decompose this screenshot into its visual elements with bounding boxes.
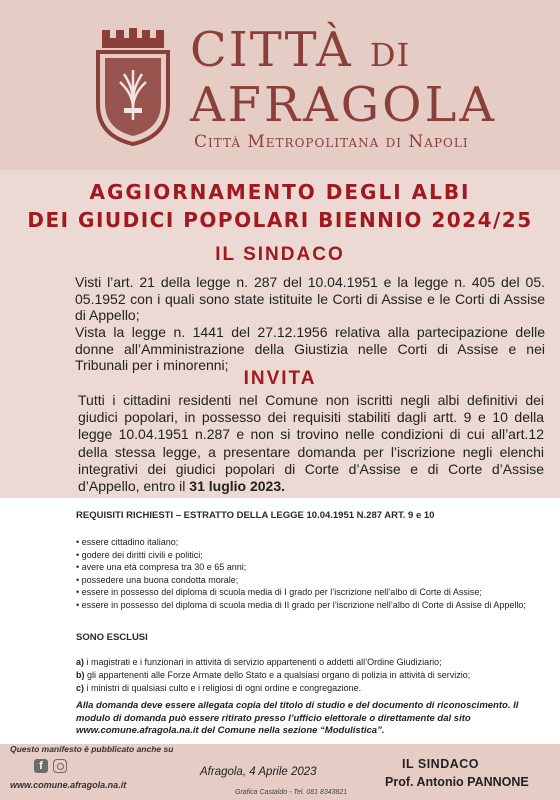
paragraph-visti: Visti l’art. 21 della legge n. 287 del 10.04.1951 e la legge n. 405 del 05. 05.1952 con i quali sono state istituite le Corti di Assise e le Corti di Assise di Appello; (75, 274, 545, 323)
list-item: • essere cittadino italiano; (76, 537, 179, 547)
list-item: • godere dei diritti civili e politici; (76, 549, 203, 560)
signature-name: Prof. Antonio PANNONE (385, 775, 529, 789)
item-letter: b) (76, 670, 85, 680)
list-item: • essere in possesso del diploma di scuola media di I grado per l’iscrizione nell’albo di Corte di Assise; (76, 587, 482, 598)
list-item (76, 682, 546, 695)
sindaco-heading: IL SINDACO (215, 244, 345, 265)
list-item: • essere in possesso del diploma di scuola media di II grado per l’iscrizione nell’albo di Corte di Assise di Appello; (76, 599, 526, 610)
place-date: Afragola, 4 Aprile 2023 (200, 766, 317, 778)
esclusi-heading: SONO ESCLUSI (76, 632, 148, 643)
city-word: CITTÀ (190, 22, 353, 78)
paragraph-vista: Vista la legge n. 1441 del 27.12.1956 relativa alla partecipazione delle donne all’Amministrazione della Giustizia nelle Corti di Assise e nei Tribunali per i minorenni; (75, 324, 545, 373)
city-name: AFRAGOLA (190, 77, 498, 133)
printer-credit: Grafica Castaldo - Tel. 081 8343821 (235, 789, 348, 796)
esclusi-list (76, 656, 546, 695)
instagram-icon[interactable] (53, 759, 67, 773)
city-crest-logo (94, 28, 172, 146)
invita-text: Tutti i cittadini residenti nel Comune non iscritti negli albi definitivi dei giudici popolari, in possesso dei requisiti stabiliti dagli artt. 9 e 10 della legge 10.04.1951 n.287 e non si trovino nelle condizioni di cui all’art.12 della stessa legge, a presentare domanda per l’iscrizione negli elenchi integrativi dei giudici popolari di Corte d’Assise e di Corte d’Assise d’Appello, entro il (78, 392, 544, 495)
item-letter: c) (76, 683, 85, 693)
list-item: • possedere una buona condotta morale; (76, 574, 239, 585)
list-item: • avere una età compresa tra 30 e 65 anni; (76, 562, 247, 573)
item-text: gli appartenenti alle Forze Armate dello Stato e a qualsiasi organo di polizia in attività di servizio; (84, 670, 471, 680)
requisiti-heading: REQUISITI RICHIESTI – ESTRATTO DELLA LEGGE 10.04.1951 N.287 ART. 9 e 10 (76, 510, 435, 521)
signature-title: IL SINDACO (402, 757, 479, 771)
invita-heading: INVITA (243, 368, 317, 389)
facebook-icon[interactable]: f (34, 759, 48, 773)
poster-title-line2: DEI GIUDICI POPOLARI BIENNIO 2024/25 (27, 208, 533, 232)
website-link[interactable]: www.comune.afragola.na.it (10, 780, 127, 790)
requisiti-list (76, 536, 546, 612)
attachment-note: Alla domanda deve essere allegata copia del titolo di studio e del documento di riconoscimento. Il modulo di domanda può essere ritirato presso l’ufficio elettorale o direttamente dal sito www.comune.afragola.na.it del Comune nella sezione “Modulistica”. (76, 700, 519, 737)
item-letter: a) (76, 657, 85, 667)
city-subtitle: Città Metropolitana di Napoli (194, 132, 469, 152)
paragraph-invita (78, 392, 544, 495)
deadline: 31 luglio 2023. (189, 478, 286, 495)
item-text: i magistrati e i funzionari in attività di servizio appartenenti o addetti all’Ordine Giudiziario; (84, 657, 442, 667)
item-text: i ministri di qualsiasi culto e i religiosi di ogni ordine e congregazione. (84, 683, 362, 693)
city-title-line1 (190, 22, 411, 79)
list-item (76, 669, 546, 682)
poster-title-line1: AGGIORNAMENTO DEGLI ALBI (89, 180, 471, 204)
city-di: DI (369, 36, 411, 74)
published-text: Questo manifesto è pubblicato anche su (10, 744, 174, 754)
list-item (76, 656, 546, 669)
